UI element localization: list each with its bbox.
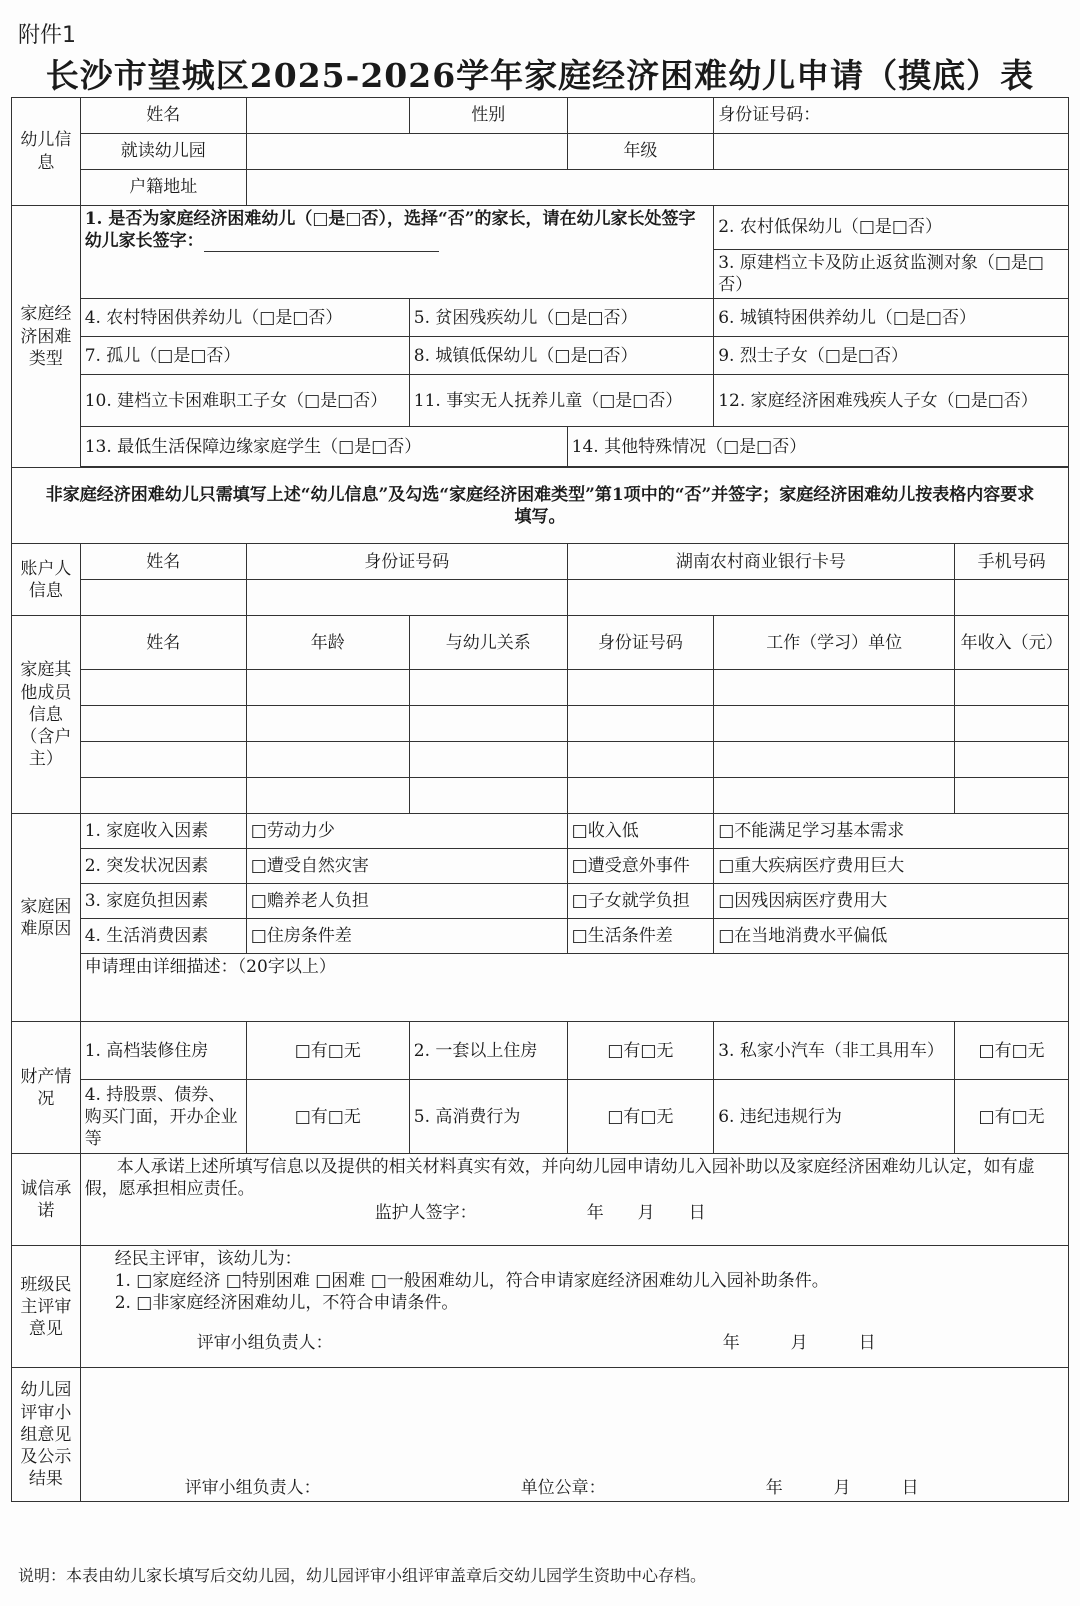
type-8[interactable]: 8. 城镇低保幼儿（□是□否）	[409, 337, 713, 375]
type-4[interactable]: 4. 农村特困供养幼儿（□是□否）	[80, 299, 409, 337]
property-option[interactable]: □有□无	[246, 1080, 409, 1154]
member-cell[interactable]	[714, 670, 955, 706]
property-item: 6. 违纪违规行为	[714, 1080, 955, 1154]
member-cell[interactable]	[955, 742, 1069, 778]
type-11[interactable]: 11. 事实无人抚养儿童（□是□否）	[409, 375, 713, 427]
member-cell[interactable]	[80, 706, 246, 742]
guardian-sign-row	[85, 1202, 1064, 1224]
hukou-label: 户籍地址	[80, 170, 246, 206]
type-5[interactable]: 5. 贫困残疾幼儿（□是□否）	[409, 299, 713, 337]
class-review-option-2[interactable]: 2. □非家庭经济困难幼儿，不符合申请条件。	[114, 1293, 459, 1314]
attachment-label: 附件1	[18, 23, 76, 48]
reason-category: 4. 生活消费因素	[80, 919, 246, 954]
reason-option[interactable]: □在当地消费水平偏低	[714, 919, 1069, 954]
class-review-sign-row	[85, 1332, 1064, 1354]
child-gender-field[interactable]	[567, 98, 714, 134]
account-name-field[interactable]	[80, 580, 246, 616]
member-cell[interactable]	[955, 670, 1069, 706]
page-title: 长沙市望城区2025-2026学年家庭经济困难幼儿申请（摸底）表	[45, 56, 1035, 95]
reason-option[interactable]: □子女就学负担	[567, 884, 714, 919]
class-review-intro: 经民主评审，该幼儿为：	[114, 1249, 302, 1270]
type-14[interactable]: 14. 其他特殊情况（□是□否）	[567, 427, 1068, 467]
member-cell[interactable]	[80, 670, 246, 706]
member-relation-header: 与幼儿关系	[409, 616, 567, 670]
property-option[interactable]: □有□无	[246, 1022, 409, 1080]
instruction-notice: 非家庭经济困难幼儿只需填写上述“幼儿信息”及勾选“家庭经济困难类型”第1项中的“否”并签字；家庭经济困难幼儿按表格内容要求填写。	[12, 468, 1069, 544]
type-13[interactable]: 13. 最低生活保障边缘家庭学生（□是□否）	[80, 427, 567, 467]
member-cell[interactable]	[567, 778, 714, 814]
kg-review-leader[interactable]: 评审小组负责人：	[184, 1478, 321, 1499]
property-item: 5. 高消费行为	[409, 1080, 567, 1154]
account-id-field[interactable]	[246, 580, 567, 616]
integrity-section: 诚信承诺	[12, 1154, 81, 1246]
member-cell[interactable]	[714, 706, 955, 742]
member-cell[interactable]	[714, 742, 955, 778]
type-6[interactable]: 6. 城镇特困供养幼儿（□是□否）	[714, 299, 1069, 337]
parent-sign-line[interactable]	[204, 233, 439, 252]
reason-option[interactable]: □不能满足学习基本需求	[714, 814, 1069, 849]
property-item: 4. 持股票、债券、购买门面，开办企业等	[80, 1080, 246, 1154]
property-option[interactable]: □有□无	[567, 1022, 714, 1080]
type-12[interactable]: 12. 家庭经济困难残疾人子女（□是□否）	[714, 375, 1069, 427]
member-cell[interactable]	[567, 742, 714, 778]
class-review-option-1[interactable]: 1. □家庭经济 □特别困难 □困难 □一般困难幼儿，符合申请家庭经济困难幼儿入园补助条件。	[114, 1271, 829, 1292]
member-cell[interactable]	[246, 778, 409, 814]
hardship-type-section: 家庭经济困难类型	[12, 206, 81, 468]
bank-card-label: 湖南农村商业银行卡号	[567, 544, 955, 580]
account-section: 账户人信息	[12, 544, 81, 616]
property-item: 3. 私家小汽车（非工具用车）	[714, 1022, 955, 1080]
property-item: 2. 一套以上住房	[409, 1022, 567, 1080]
account-name-label: 姓名	[80, 544, 246, 580]
reason-option[interactable]: □因残因病医疗费用大	[714, 884, 1069, 919]
property-option[interactable]: □有□无	[955, 1080, 1069, 1154]
reason-category: 1. 家庭收入因素	[80, 814, 246, 849]
integrity-cell	[80, 1154, 1068, 1246]
member-cell[interactable]	[409, 706, 567, 742]
kg-review-section: 幼儿园评审小组意见及公示结果	[12, 1368, 81, 1502]
reason-option[interactable]: □赡养老人负担	[246, 884, 567, 919]
kindergarten-field[interactable]	[246, 134, 567, 170]
member-cell[interactable]	[955, 778, 1069, 814]
member-income-header: 年收入（元）	[955, 616, 1069, 670]
integrity-text: 本人承诺上述所填写信息以及提供的相关材料真实有效，并向幼儿园申请幼儿入园补助以及家庭经济困难幼儿认定，如有虚假，愿承担相应责任。	[84, 1157, 1035, 1200]
member-row	[12, 778, 1069, 814]
member-cell[interactable]	[409, 670, 567, 706]
member-cell[interactable]	[567, 706, 714, 742]
member-row	[12, 706, 1069, 742]
child-name-label: 姓名	[80, 98, 246, 134]
kg-review-date: 年 月 日	[765, 1478, 919, 1499]
reason-option[interactable]: □生活条件差	[567, 919, 714, 954]
class-review-cell	[80, 1246, 1068, 1368]
member-cell[interactable]	[246, 742, 409, 778]
type-10[interactable]: 10. 建档立卡困难职工子女（□是□否）	[80, 375, 409, 427]
type-9[interactable]: 9. 烈士子女（□是□否）	[714, 337, 1069, 375]
member-cell[interactable]	[246, 706, 409, 742]
member-cell[interactable]	[246, 670, 409, 706]
property-option[interactable]: □有□无	[567, 1080, 714, 1154]
type-2[interactable]: 2. 农村低保幼儿（□是□否）	[714, 206, 1069, 250]
member-cell[interactable]	[409, 778, 567, 814]
reason-category: 2. 突发状况因素	[80, 849, 246, 884]
member-cell[interactable]	[955, 706, 1069, 742]
parent-sign-label: 幼儿家长签字：	[84, 231, 204, 252]
grade-field[interactable]	[714, 134, 1069, 170]
grade-label: 年级	[567, 134, 714, 170]
property-item: 1. 高档装修住房	[80, 1022, 246, 1080]
property-option[interactable]: □有□无	[955, 1022, 1069, 1080]
members-section: 家庭其他成员信息（含户主）	[12, 616, 81, 814]
kg-review-cell	[80, 1368, 1068, 1502]
child-id-label[interactable]: 身份证号码：	[714, 98, 1069, 134]
reason-option[interactable]: □收入低	[567, 814, 714, 849]
account-id-label: 身份证号码	[246, 544, 567, 580]
child-gender-label: 性别	[409, 98, 567, 134]
member-age-header: 年龄	[246, 616, 409, 670]
child-info-section: 幼儿信息	[12, 98, 81, 206]
member-row	[12, 742, 1069, 778]
type-1-text: 1. 是否为家庭经济困难幼儿（□是□否），选择“否”的家长，请在幼儿家长处签字	[84, 209, 696, 229]
type-1-cell	[80, 206, 714, 299]
property-section: 财产情况	[12, 1022, 81, 1154]
bank-card-field[interactable]	[567, 580, 955, 616]
member-cell[interactable]	[409, 742, 567, 778]
reason-option[interactable]: □重大疾病医疗费用巨大	[714, 849, 1069, 884]
application-form	[11, 97, 1069, 1502]
member-cell[interactable]	[80, 778, 246, 814]
member-cell[interactable]	[80, 742, 246, 778]
member-row	[12, 670, 1069, 706]
member-name-header: 姓名	[80, 616, 246, 670]
reasons-section: 家庭困难原因	[12, 814, 81, 1022]
member-id-header: 身份证号码	[567, 616, 714, 670]
reason-detail-field[interactable]: 申请理由详细描述：（20字以上）	[80, 954, 1068, 1022]
member-cell[interactable]	[714, 778, 955, 814]
class-review-leader[interactable]: 评审小组负责人：	[196, 1333, 333, 1354]
phone-field[interactable]	[955, 580, 1069, 616]
kindergarten-label: 就读幼儿园	[80, 134, 246, 170]
guardian-sign-label[interactable]: 监护人签字：	[374, 1203, 477, 1224]
integrity-date: 年 月 日	[586, 1203, 706, 1224]
kg-review-sign-row	[85, 1477, 1064, 1499]
reason-option[interactable]: □劳动力少	[246, 814, 567, 849]
kg-review-seal[interactable]: 单位公章：	[520, 1478, 606, 1499]
hukou-field[interactable]	[246, 170, 1068, 206]
reason-category: 3. 家庭负担因素	[80, 884, 246, 919]
phone-label: 手机号码	[955, 544, 1069, 580]
class-review-date: 年 月 日	[722, 1333, 876, 1354]
reason-option[interactable]: □遭受自然灾害	[246, 849, 567, 884]
footnote: 说明：本表由幼儿家长填写后交幼儿园，幼儿园评审小组评审盖章后交幼儿园学生资助中心存档。	[18, 1566, 707, 1585]
class-review-section: 班级民主评审意见	[12, 1246, 81, 1368]
type-7[interactable]: 7. 孤儿（□是□否）	[80, 337, 409, 375]
reason-option[interactable]: □住房条件差	[246, 919, 567, 954]
parent-sign-row	[85, 230, 710, 252]
member-work-header: 工作（学习）单位	[714, 616, 955, 670]
type-3[interactable]: 3. 原建档立卡及防止返贫监测对象（□是□否）	[714, 250, 1069, 299]
child-name-field[interactable]	[246, 98, 409, 134]
reason-option[interactable]: □遭受意外事件	[567, 849, 714, 884]
member-cell[interactable]	[567, 670, 714, 706]
